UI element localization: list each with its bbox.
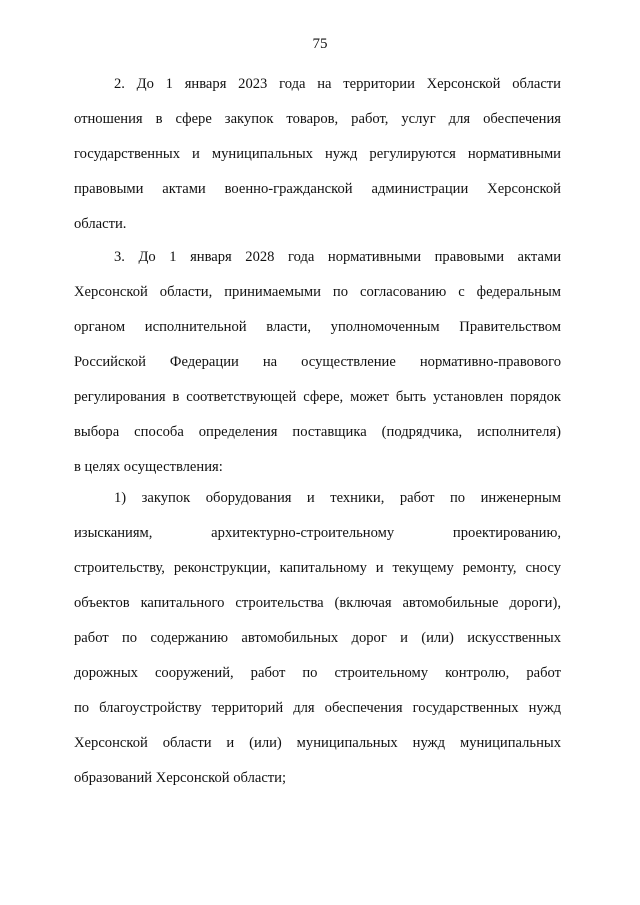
text-line: отношения в сфере закупок товаров, работ, услуг для обеспечения bbox=[74, 111, 561, 127]
text-line: Российской Федерации на осуществление нормативно-правового bbox=[74, 354, 561, 370]
subparagraph-1 bbox=[74, 481, 561, 796]
text-line: по благоустройству территорий для обеспечения государственных нужд bbox=[74, 700, 561, 716]
text-line: в целях осуществления: bbox=[74, 459, 223, 475]
text-line: государственных и муниципальных нужд регулируются нормативными bbox=[74, 146, 561, 162]
text-line: строительству, реконструкции, капитальному и текущему ремонту, сносу bbox=[74, 560, 561, 576]
text-line: Херсонской области и (или) муниципальных нужд муниципальных bbox=[74, 735, 561, 751]
text-line: 2. До 1 января 2023 года на территории Херсонской области bbox=[114, 76, 561, 92]
text-line: объектов капитального строительства (включая автомобильные дороги), bbox=[74, 595, 561, 611]
text-line: изысканиям, архитектурно-строительному проектированию, bbox=[74, 525, 561, 541]
text-line: образований Херсонской области; bbox=[74, 770, 287, 786]
text-line: Херсонской области, принимаемыми по согласованию с федеральным bbox=[74, 284, 561, 300]
paragraph-3 bbox=[74, 240, 561, 485]
text-line: области. bbox=[74, 216, 127, 232]
text-line: выбора способа определения поставщика (подрядчика, исполнителя) bbox=[74, 424, 561, 440]
text-line: 3. До 1 января 2028 года нормативными правовыми актами bbox=[114, 249, 561, 265]
paragraph-2 bbox=[74, 67, 561, 242]
text-line: дорожных сооружений, работ по строительному контролю, работ bbox=[74, 665, 561, 681]
text-line: регулирования в соответствующей сфере, может быть установлен порядок bbox=[74, 389, 561, 405]
text-line: 1) закупок оборудования и техники, работ по инженерным bbox=[114, 490, 561, 506]
text-line: правовыми актами военно-гражданской администрации Херсонской bbox=[74, 181, 561, 197]
page-number: 75 bbox=[312, 36, 328, 52]
text-line: работ по содержанию автомобильных дорог и (или) искусственных bbox=[74, 630, 561, 646]
text-line: органом исполнительной власти, уполномоченным Правительством bbox=[74, 319, 561, 335]
